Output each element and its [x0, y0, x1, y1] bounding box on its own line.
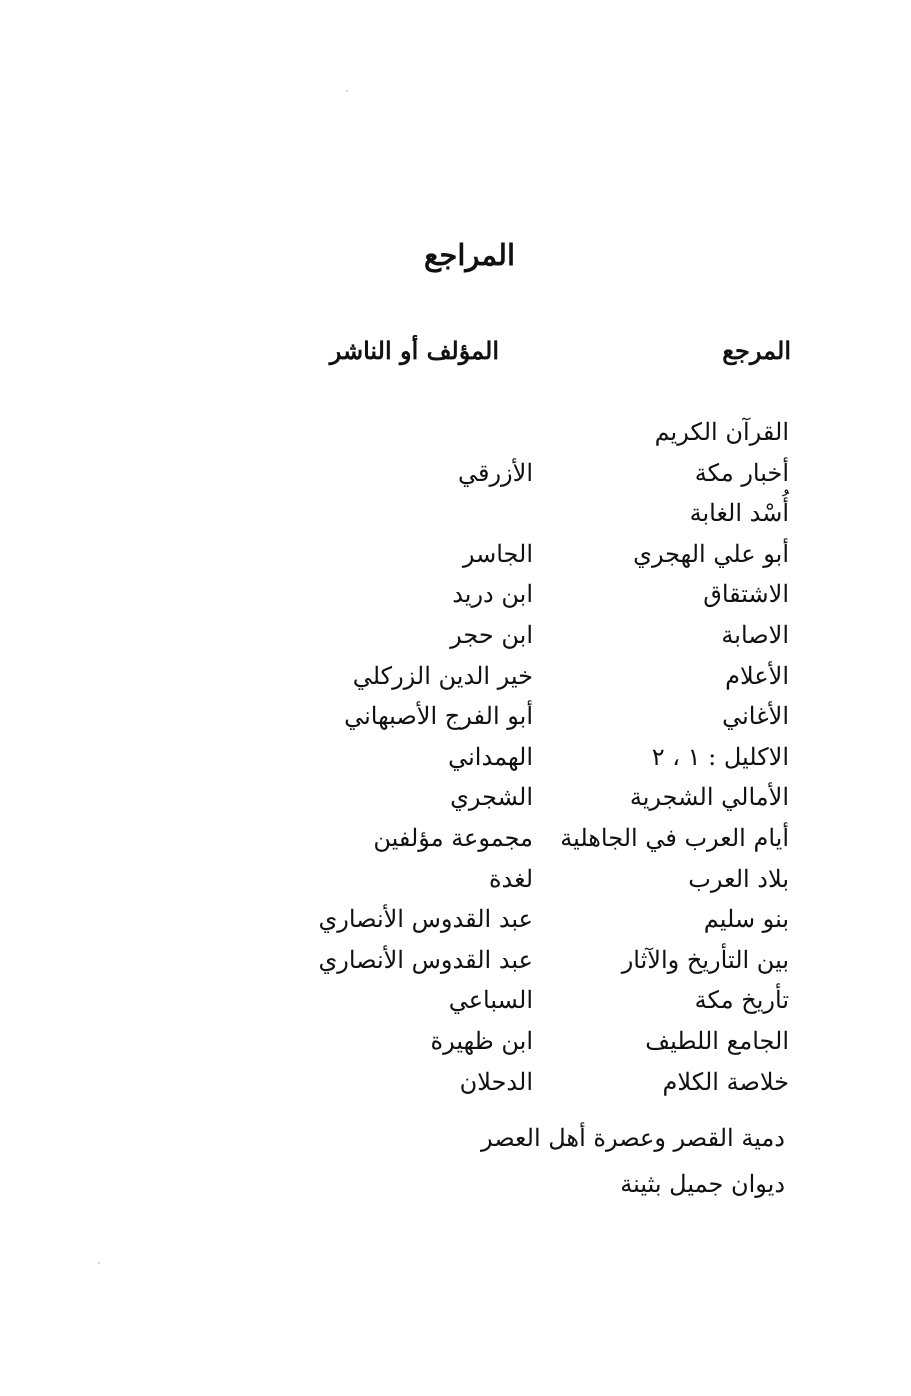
- reference-author: الدحلان: [459, 1067, 533, 1096]
- reference-author: لغدة: [488, 864, 533, 893]
- reference-title: الاكليل : ١ ، ٢: [651, 742, 789, 771]
- reference-row: [0, 986, 911, 1027]
- references-list: [0, 418, 911, 1108]
- reference-row: [0, 621, 911, 662]
- reference-title: بنو سليم: [703, 905, 789, 934]
- reference-title: بلاد العرب: [688, 864, 789, 893]
- reference-author: السباعي: [448, 986, 533, 1015]
- reference-author: الأزرقي: [457, 458, 533, 487]
- reference-title: أخبار مكة: [694, 458, 789, 487]
- reference-title: ديوان جميل بثينة: [620, 1170, 785, 1198]
- additional-references: [0, 1124, 911, 1216]
- reference-row: [0, 946, 911, 987]
- reference-author: أبو الفرج الأصبهاني: [344, 702, 533, 731]
- reference-title: القرآن الكريم: [654, 418, 789, 446]
- column-header-author-publisher: المؤلف أو الناشر: [329, 336, 499, 365]
- reference-author: عبد القدوس الأنصاري: [318, 945, 533, 974]
- scan-speck: [98, 1262, 100, 1264]
- column-header-reference: المرجع: [722, 336, 791, 365]
- reference-title: تأريخ مكة: [694, 986, 789, 1015]
- reference-author: خير الدين الزركلي: [352, 661, 533, 690]
- reference-author: مجموعة مؤلفين: [373, 823, 533, 852]
- reference-row: [0, 702, 911, 743]
- reference-author: ابن دريد: [452, 580, 533, 609]
- reference-row: [0, 865, 911, 906]
- reference-row: [0, 540, 911, 581]
- page-title: المراجع: [423, 238, 516, 272]
- reference-title: الأعلام: [725, 661, 789, 690]
- reference-row: [0, 459, 911, 500]
- reference-row: [0, 1170, 911, 1216]
- reference-row: [0, 743, 911, 784]
- reference-row: [0, 1027, 911, 1068]
- reference-row: [0, 783, 911, 824]
- reference-row: [0, 1124, 911, 1170]
- reference-title: بين التأريخ والآثار: [621, 945, 789, 974]
- reference-row: [0, 499, 911, 540]
- reference-row: [0, 1068, 911, 1109]
- reference-title: الأغاني: [722, 702, 789, 731]
- reference-author: الجاسر: [462, 539, 533, 568]
- reference-title: الاشتقاق: [703, 580, 789, 609]
- reference-author: ابن حجر: [450, 620, 533, 649]
- reference-row: [0, 662, 911, 703]
- reference-author: عبد القدوس الأنصاري: [318, 905, 533, 934]
- reference-title: دمية القصر وعصرة أهل العصر: [481, 1124, 785, 1152]
- reference-row: [0, 905, 911, 946]
- reference-title: أيام العرب في الجاهلية: [560, 823, 789, 852]
- reference-title: أبو علي الهجري: [633, 539, 789, 568]
- reference-author: الهمداني: [448, 742, 533, 771]
- reference-title: الأمالي الشجرية: [629, 783, 789, 812]
- reference-row: [0, 824, 911, 865]
- reference-row: [0, 418, 911, 459]
- reference-row: [0, 580, 911, 621]
- reference-title: الجامع اللطيف: [645, 1026, 789, 1055]
- reference-title: أُسْد الغابة: [689, 499, 789, 528]
- scan-speck: [346, 90, 348, 92]
- reference-title: الاصابة: [721, 620, 789, 649]
- reference-author: الشجري: [450, 783, 533, 812]
- reference-author: ابن ظهيرة: [430, 1026, 533, 1055]
- reference-title: خلاصة الكلام: [662, 1067, 789, 1096]
